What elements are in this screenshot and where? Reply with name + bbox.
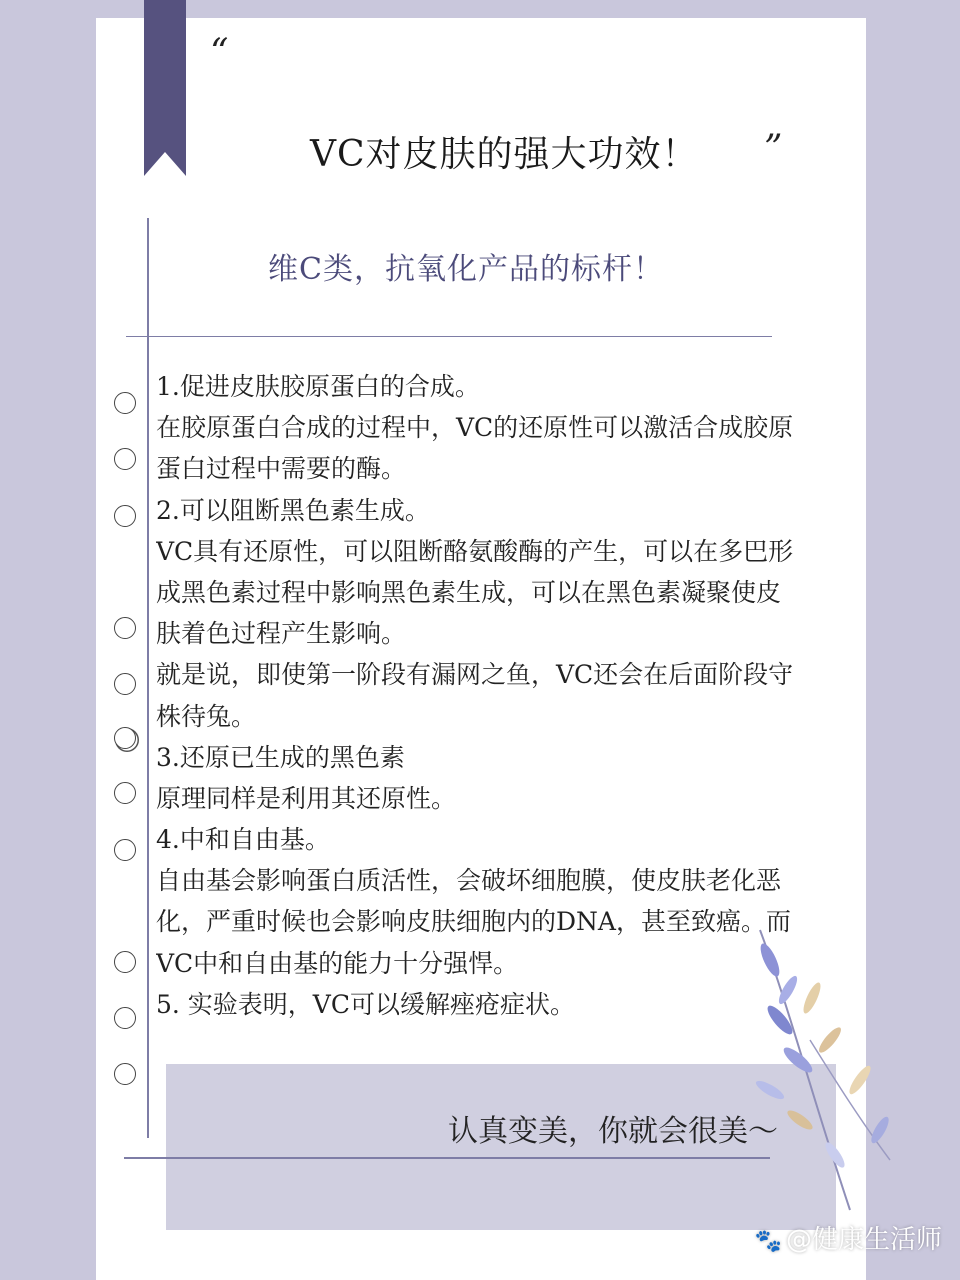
body-line: 成黑色素过程中影响黑色素生成，可以在黑色素凝聚使皮 bbox=[156, 577, 782, 607]
body-line: 肤着色过程产生影响。 bbox=[156, 619, 407, 649]
body-line: VC具有还原性，可以阻断酪氨酸酶的产生，可以在多巴形 bbox=[156, 536, 794, 566]
body-line: 株待兔。 bbox=[156, 701, 257, 731]
ring-hole-icon bbox=[114, 1007, 136, 1029]
body-line: 2.可以阻断黑色素生成。 bbox=[156, 495, 430, 525]
bookmark-ribbon bbox=[144, 0, 186, 176]
body-line: 化，严重时候也会影响皮肤细胞内的DNA，甚至致癌。而 bbox=[156, 907, 791, 937]
page-subtitle: 维C类，抗氧化产品的标杆！ bbox=[268, 252, 664, 287]
plant-sprig-icon bbox=[740, 920, 900, 1220]
close-quote-mark: ” bbox=[764, 128, 783, 169]
ring-hole-icon bbox=[114, 951, 136, 973]
ring-hole-icon bbox=[114, 727, 136, 749]
body-line: 5. 实验表明，VC可以缓解痤疮症状。 bbox=[156, 989, 575, 1019]
page-title: VC对皮肤的强大功效！ bbox=[310, 134, 699, 175]
footer-divider bbox=[124, 1157, 770, 1159]
ring-hole-icon bbox=[114, 1063, 136, 1085]
body-line: VC中和自由基的能力十分强悍。 bbox=[156, 948, 519, 978]
ring-hole-icon bbox=[114, 505, 136, 527]
ring-hole-icon bbox=[114, 617, 136, 639]
watermark bbox=[755, 1219, 942, 1256]
ring-hole-icon bbox=[114, 392, 136, 414]
body-line: 3.还原已生成的黑色素 bbox=[156, 742, 405, 772]
watermark-text: @健康生活师 bbox=[785, 1225, 942, 1255]
body-line: 1.促进皮肤胶原蛋白的合成。 bbox=[156, 372, 480, 401]
footer-slogan: 认真变美，你就会很美～ bbox=[448, 1114, 778, 1149]
ring-hole-icon bbox=[114, 448, 136, 470]
header-divider bbox=[126, 336, 772, 337]
open-quote-mark: “ bbox=[210, 32, 229, 73]
body-line: 在胶原蛋白合成的过程中，VC的还原性可以激活合成胶原 bbox=[156, 413, 794, 443]
paw-icon: 🐾 bbox=[754, 1229, 782, 1254]
body-line: 蛋白过程中需要的酶。 bbox=[156, 454, 407, 484]
ring-hole-icon bbox=[114, 782, 136, 804]
ring-hole-icon bbox=[114, 673, 136, 695]
body-line: 自由基会影响蛋白质活性，会破坏细胞膜，使皮肤老化恶 bbox=[156, 866, 782, 896]
ring-hole-icon bbox=[114, 839, 136, 861]
body-line: 4.中和自由基。 bbox=[156, 825, 330, 855]
body-line: 就是说，即使第一阶段有漏网之鱼，VC还会在后面阶段守 bbox=[156, 660, 794, 690]
margin-vertical-line bbox=[147, 218, 149, 1138]
body-line: 原理同样是利用其还原性。 bbox=[156, 783, 457, 813]
